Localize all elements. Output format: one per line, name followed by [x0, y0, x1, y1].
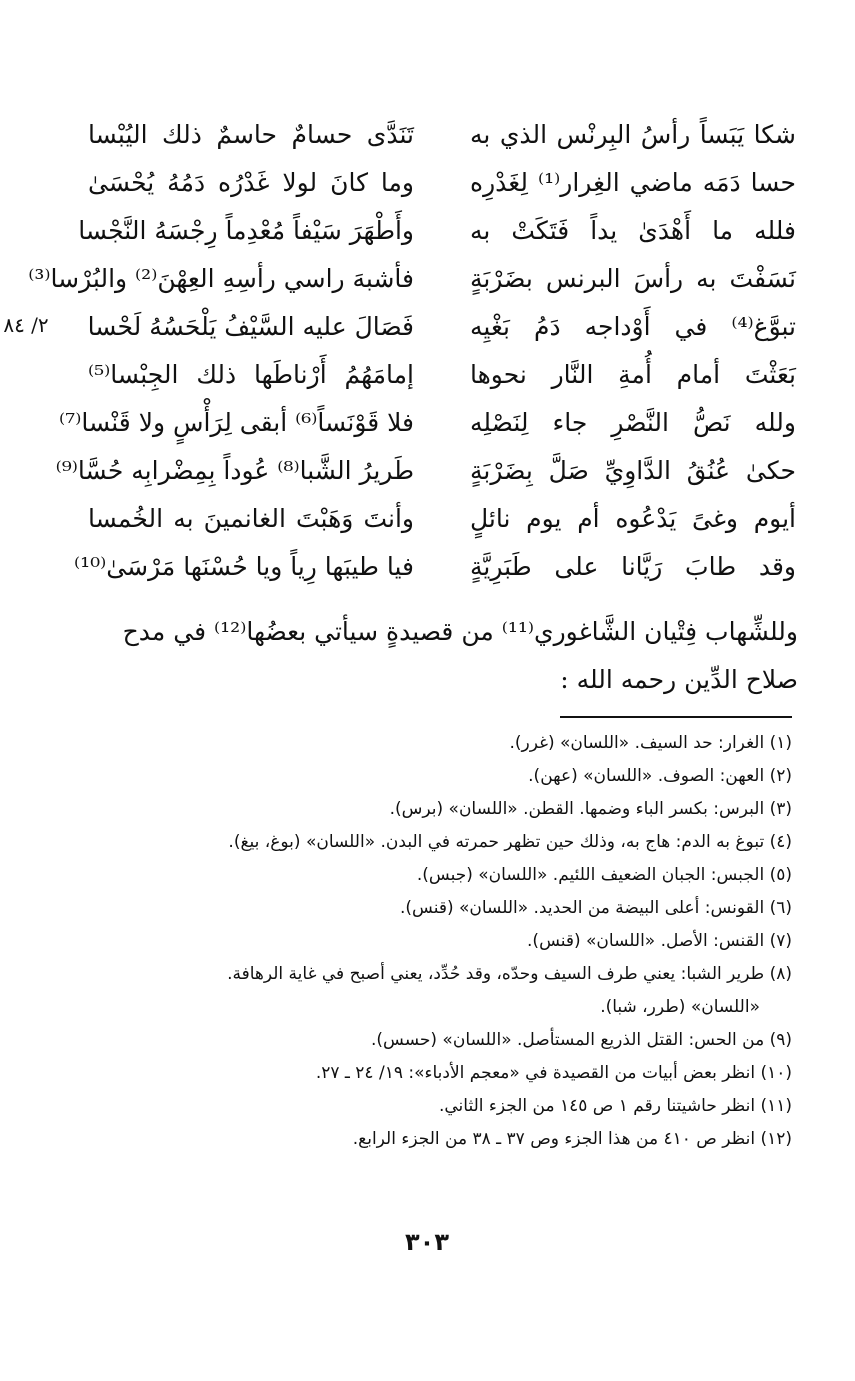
verse-line [88, 352, 796, 398]
verse-line [73, 544, 796, 590]
footnote: (١٠) انظر بعض أبيات من القصيدة في «معجم الأدباء»: ١٩/ ٢٤ ـ ٢٧. [315, 1063, 792, 1083]
verse-line [88, 304, 796, 350]
verse-second-hemistich: طَريرُ الشَّبا⁽⁸⁾ عُوداً بِمِضْرابِه حُسَّا⁽⁹⁾ [55, 456, 414, 485]
verse-second-hemistich: تَنَدَّى حسامٌ حاسمٌ ذلك اليُبْسا [88, 120, 414, 149]
verse-line [59, 400, 796, 446]
verse-second-hemistich: فيا طيبَها رِياً ويا حُسْنَها مَرْسَىٰ⁽¹⁰⁾ [73, 552, 414, 581]
footnotes-list [80, 727, 792, 1156]
verse-second-hemistich: فَصَالَ عليه السَّيْفُ يَلْحَسُهُ لَحْسا [87, 312, 414, 341]
footnote: (٢) العهن: الصوف. «اللسان» (عهن). [528, 766, 792, 786]
footnote: (١٢) انظر ص ٤١٠ من هذا الجزء وص ٣٧ ـ ٣٨ من الجزء الرابع. [352, 1129, 792, 1149]
intro-line: وللشِّهاب فِتْيان الشَّاغوري⁽¹¹⁾ من قصيدةٍ سيأتي بعضُها⁽¹²⁾ في مدح [122, 617, 798, 646]
verse-first-hemistich: حسا دَمَه ماضي الغِرار⁽¹⁾ لِغَدْرِه [470, 168, 796, 197]
verse-line [88, 496, 796, 542]
verse-line [28, 256, 796, 302]
verse-line [78, 208, 796, 254]
verse-first-hemistich: ولله نَصُّ النَّصْرِ جاء لِنَصْلِه [470, 408, 796, 437]
verse-first-hemistich: أيوم وغىً يَدْعُوه أم يوم نائلٍ [470, 504, 796, 533]
page-number: ٣٠٣ [405, 1228, 449, 1256]
verse-first-hemistich: فلله ما أَهْدَىٰ يداً فَتَكَتْ به [470, 216, 796, 245]
verse-second-hemistich: وأَطْهَرَ سَيْفاً مُعْدِماً رِجْسَهُ النَّجْسا [78, 216, 414, 245]
verse-first-hemistich: تبوَّغ⁽⁴⁾ في أَوْداجه دَمُ بَغْيِه [470, 312, 796, 341]
footnote: (٥) الجبس: الجبان الضعيف اللئيم. «اللسان» (جبس). [416, 865, 792, 885]
verse-second-hemistich: فلا قَوْنَساً⁽⁶⁾ أبقى لِرَأْسٍ ولا قَنْسا⁽⁷⁾ [59, 408, 414, 437]
verse-first-hemistich: بَعَثْتَ أمام أُمةِ النَّار نحوها [470, 360, 796, 389]
verse-first-hemistich: وقد طابَ رَيَّانا على طَبَرِيَّةٍ [470, 552, 796, 581]
footnote: (١) الغرار: حد السيف. «اللسان» (غرر). [509, 733, 792, 753]
footnote: (٨) طرير الشبا: يعني طرف السيف وحدّه، وقد حُدِّد، يعني أصبح في غاية الرهافة. [227, 964, 792, 984]
footnote: (٣) البرس: بكسر الباء وضمها. القطن. «اللسان» (برس). [389, 799, 792, 819]
footnote-continuation: «اللسان» (طرر، شبا). [600, 997, 760, 1017]
verse-first-hemistich: نَسَفْتَ به رأسَ البرنس بضَرْبَةٍ [470, 264, 796, 293]
verse-second-hemistich: فأشبهَ راسي رأسِهِ العِهْنَ⁽²⁾ والبُرْسا⁽³⁾ [28, 264, 414, 293]
verse-line [55, 448, 796, 494]
footnote: (٩) من الحس: القتل الذريع المستأصل. «اللسان» (حسس). [371, 1030, 792, 1050]
verse-line [88, 112, 796, 158]
intro-paragraph [88, 608, 798, 704]
intro-line: صلاح الدِّين رحمه الله : [560, 665, 798, 694]
footnote-divider [560, 716, 792, 718]
verse-line [88, 160, 796, 206]
verse-first-hemistich: شكا يَبَساً رأسُ البِرنْس الذي به [470, 120, 796, 149]
poem-verses [28, 112, 796, 590]
verse-second-hemistich: وما كانَ لولا غَدْرُه دَمُهُ يُحْسَىٰ [88, 168, 414, 197]
footnote: (٧) القنس: الأصل. «اللسان» (قنس). [527, 931, 792, 951]
footnote: (١١) انظر حاشيتنا رقم ١ ص ١٤٥ من الجزء الثاني. [438, 1096, 792, 1116]
margin-reference: ٢/ ٨٤ [3, 313, 49, 337]
footnote: (٦) القونس: أعلى البيضة من الحديد. «اللسان» (قنس). [399, 898, 792, 918]
verse-second-hemistich: وأنتَ وَهَبْتَ الغانمينَ به الخُمسا [88, 504, 414, 533]
verse-second-hemistich: إمامَهُمُ أَرْناطَها ذلك الجِبْسا⁽⁵⁾ [88, 360, 414, 389]
footnote: (٤) تبوغ به الدم: هاج به، وذلك حين تظهر حمرته في البدن. «اللسان» (بوغ، بيغ). [228, 832, 792, 852]
verse-first-hemistich: حكىٰ عُنُقُ الدَّاوِيِّ صَلَّ بِضَرْبَةٍ [470, 456, 796, 485]
